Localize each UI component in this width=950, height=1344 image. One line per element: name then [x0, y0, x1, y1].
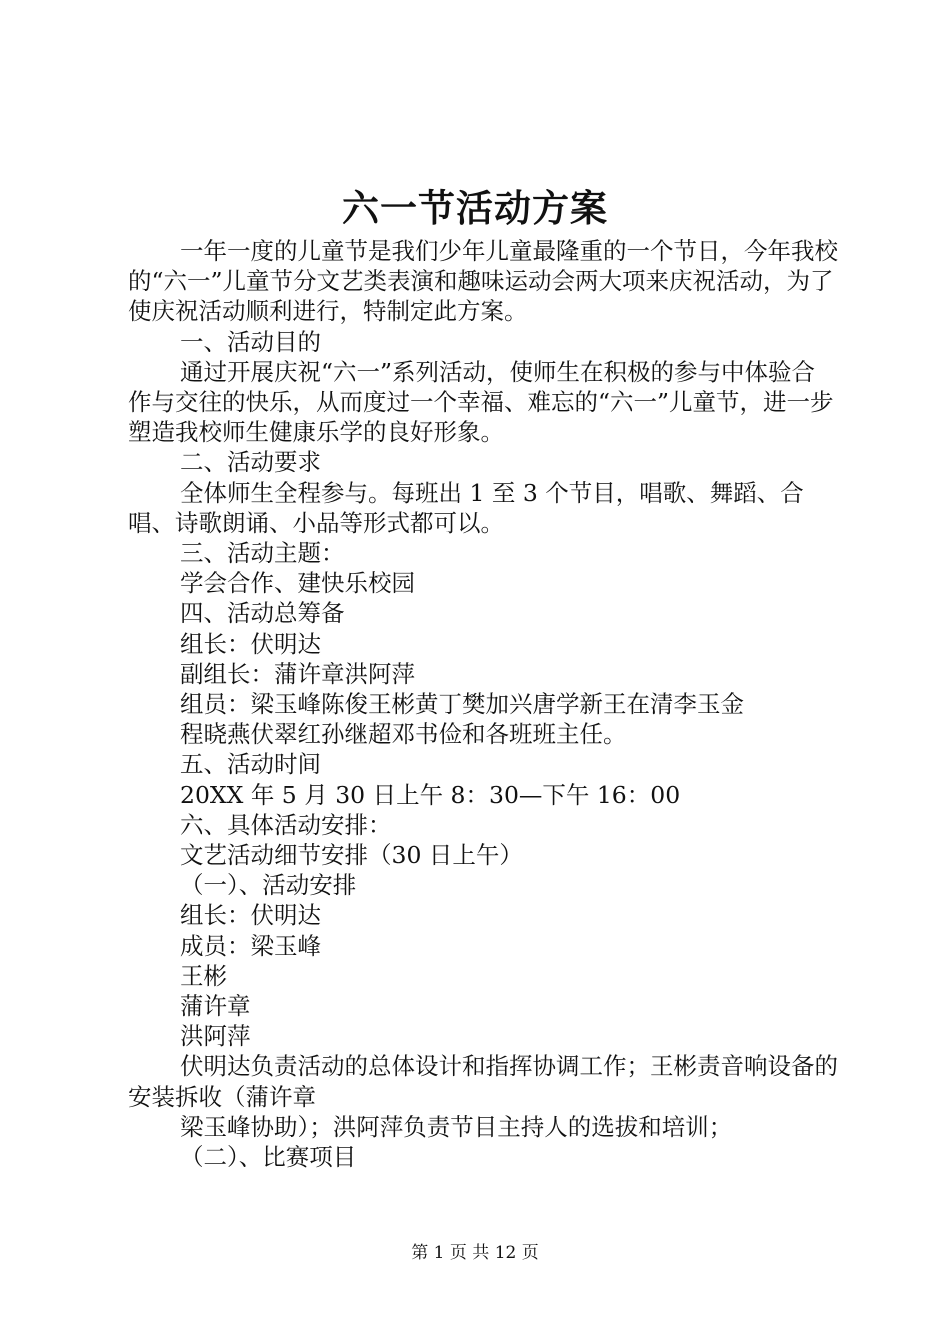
section-heading-time: 五、活动时间: [180, 750, 321, 779]
subheading-arrangement: （一）、活动安排: [180, 871, 357, 900]
subheading-competition: （二）、比赛项目: [180, 1143, 357, 1172]
section-heading-arrangement: 六、具体活动安排：: [180, 810, 392, 839]
line-arts-schedule: 文艺活动细节安排（30 日上午）: [180, 841, 523, 870]
line-group-member-4: 洪阿萍: [180, 1022, 251, 1051]
line-members: 组员：梁玉峰陈俊王彬黄丁樊加兴唐学新王在清李玉金: [180, 690, 744, 719]
paragraph-duties: 伏明达负责活动的总体设计和指挥协调工作；王彬责音响设备的安装拆收（蒲许章: [128, 1052, 838, 1111]
line-time: 20XX 年 5 月 30 日上午 8：30—下午 16：00: [180, 780, 681, 809]
paragraph-intro: 一年一度的儿童节是我们少年儿童最隆重的一个节日，今年我校的“六一”儿童节分文艺类表演和趣味运动会两大项来庆祝活动，为了使庆祝活动顺利进行，特制定此方案。: [128, 237, 838, 326]
line-deputy-leader: 副组长：蒲许章洪阿萍: [180, 659, 415, 688]
paragraph-duties-continued: 梁玉峰协助）；洪阿萍负责节目主持人的选拔和培训；: [180, 1112, 733, 1141]
line-group-member-3: 蒲许章: [180, 992, 251, 1021]
document-title: 六一节活动方案: [342, 186, 608, 230]
section-heading-theme: 三、活动主题：: [180, 539, 345, 568]
line-group-leader: 组长：伏明达: [180, 901, 321, 930]
paragraph-theme: 学会合作、建快乐校园: [180, 569, 415, 598]
page-footer: 第 1 页 共 12 页: [411, 1243, 539, 1263]
paragraph-requirements: 全体师生全程参与。每班出 1 至 3 个节目，唱歌、舞蹈、合唱、诗歌朗诵、小品等形式都可以。: [128, 478, 804, 537]
section-heading-preparation: 四、活动总筹备: [180, 599, 345, 628]
section-heading-purpose: 一、活动目的: [180, 327, 321, 356]
line-group-member-1: 成员：梁玉峰: [180, 931, 321, 960]
line-group-member-2: 王彬: [180, 961, 227, 990]
line-members-continued: 程晓燕伏翠红孙继超邓书俭和各班班主任。: [180, 720, 627, 749]
paragraph-purpose: 通过开展庆祝“六一”系列活动，使师生在积极的参与中体验合作与交往的快乐，从而度过一个幸福、难忘的“六一”儿童节，进一步塑造我校师生健康乐学的良好形象。: [128, 357, 834, 447]
line-leader: 组长：伏明达: [180, 629, 321, 658]
section-heading-requirements: 二、活动要求: [180, 448, 321, 477]
document-body: [128, 236, 838, 1172]
